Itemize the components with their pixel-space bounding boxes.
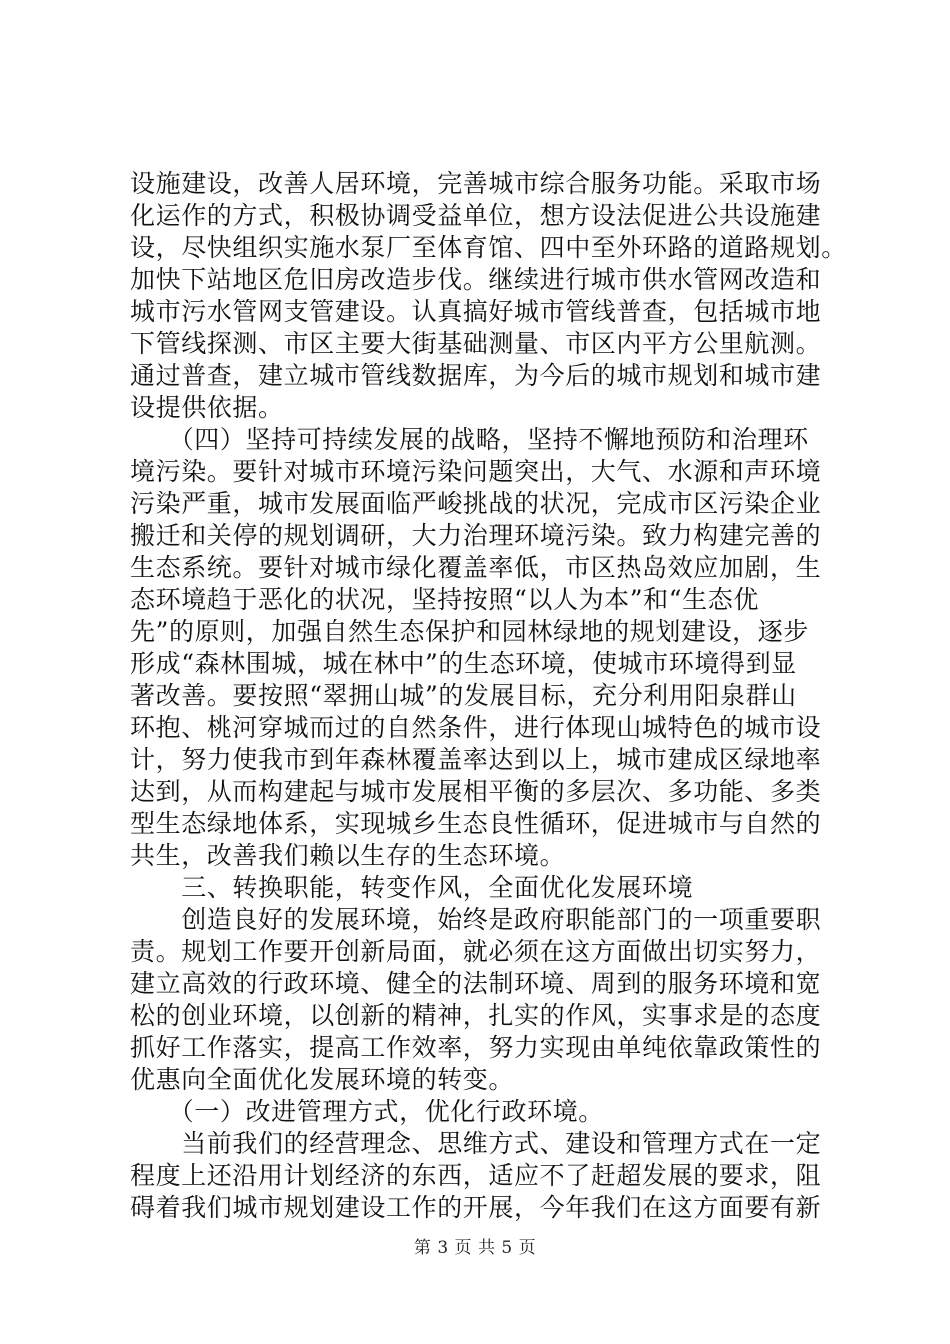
text-line: 程度上还沿用计划经济的东西，适应不了赶超发展的要求，阻	[130, 1161, 822, 1190]
text-line: 设施建设，改善人居环境，完善城市综合服务功能。采取市场	[130, 169, 822, 198]
text-line: 设提供依据。	[130, 393, 284, 422]
text-line: 污染严重，城市发展面临严峻挑战的状况，完成市区污染企业	[130, 489, 822, 518]
text-line: 城市污水管网支管建设。认真搞好城市管线普查，包括城市地	[130, 297, 822, 326]
text-line: 境污染。要针对城市环境污染问题突出，大气、水源和声环境	[130, 457, 822, 486]
text-line: 环抱、桃河穿城而过的自然条件，进行体现山城特色的城市设	[130, 713, 822, 742]
text-line: 优惠向全面优化发展环境的转变。	[130, 1065, 515, 1094]
text-line: 责。规划工作要开创新局面，就必须在这方面做出切实努力，	[130, 937, 822, 966]
subsection-heading: （一）改进管理方式，优化行政环境。	[130, 1097, 604, 1126]
document-body	[130, 168, 847, 1224]
text-line: 计，努力使我市到年森林覆盖率达到以上，城市建成区绿地率	[130, 745, 822, 774]
text-line: 达到，从而构建起与城市发展相平衡的多层次、多功能、多类	[130, 777, 822, 806]
text-line: 先”的原则，加强自然生态保护和园林绿地的规划建设，逐步	[130, 617, 809, 646]
text-line: 当前我们的经营理念、思维方式、建设和管理方式在一定	[130, 1129, 822, 1158]
text-line: 建立高效的行政环境、健全的法制环境、周到的服务环境和宽	[130, 969, 822, 998]
text-line: 松的创业环境，以创新的精神，扎实的作风，实事求是的态度	[130, 1001, 822, 1030]
section-heading: 三、转换职能，转变作风，全面优化发展环境	[130, 873, 694, 902]
text-line: 设，尽快组织实施水泵厂至体育馆、四中至外环路的道路规划。	[130, 233, 847, 262]
text-line: 著改善。要按照“翠拥山城”的发展目标，充分利用阳泉群山	[130, 681, 797, 710]
page-number-footer: 第 3 页 共 5 页	[413, 1238, 537, 1258]
text-line: 形成“森林围城，城在林中”的生态环境，使城市环境得到显	[130, 649, 797, 678]
text-line: 抓好工作落实，提高工作效率，努力实现由单纯依靠政策性的	[130, 1033, 822, 1062]
text-line: 生态系统。要针对城市绿化覆盖率低，市区热岛效应加剧，生	[130, 553, 822, 582]
text-line: 共生，改善我们赖以生存的生态环境。	[130, 841, 566, 870]
text-line: （四）坚持可持续发展的战略，坚持不懈地预防和治理环	[130, 425, 809, 454]
text-line: 化运作的方式，积极协调受益单位，想方设法促进公共设施建	[130, 201, 822, 230]
text-line: 下管线探测、市区主要大街基础测量、市区内平方公里航测。	[130, 329, 822, 358]
text-line: 搬迁和关停的规划调研，大力治理环境污染。致力构建完善的	[130, 521, 822, 550]
text-line: 碍着我们城市规划建设工作的开展，今年我们在这方面要有新	[130, 1193, 822, 1222]
text-line: 态环境趋于恶化的状况，坚持按照“以人为本”和“生态优	[130, 585, 759, 614]
text-line: 通过普查，建立城市管线数据库，为今后的城市规划和城市建	[130, 361, 822, 390]
text-line: 创造良好的发展环境，始终是政府职能部门的一项重要职	[130, 905, 822, 934]
text-line: 加快下站地区危旧房改造步伐。继续进行城市供水管网改造和	[130, 265, 822, 294]
text-line: 型生态绿地体系，实现城乡生态良性循环，促进城市与自然的	[130, 809, 822, 838]
